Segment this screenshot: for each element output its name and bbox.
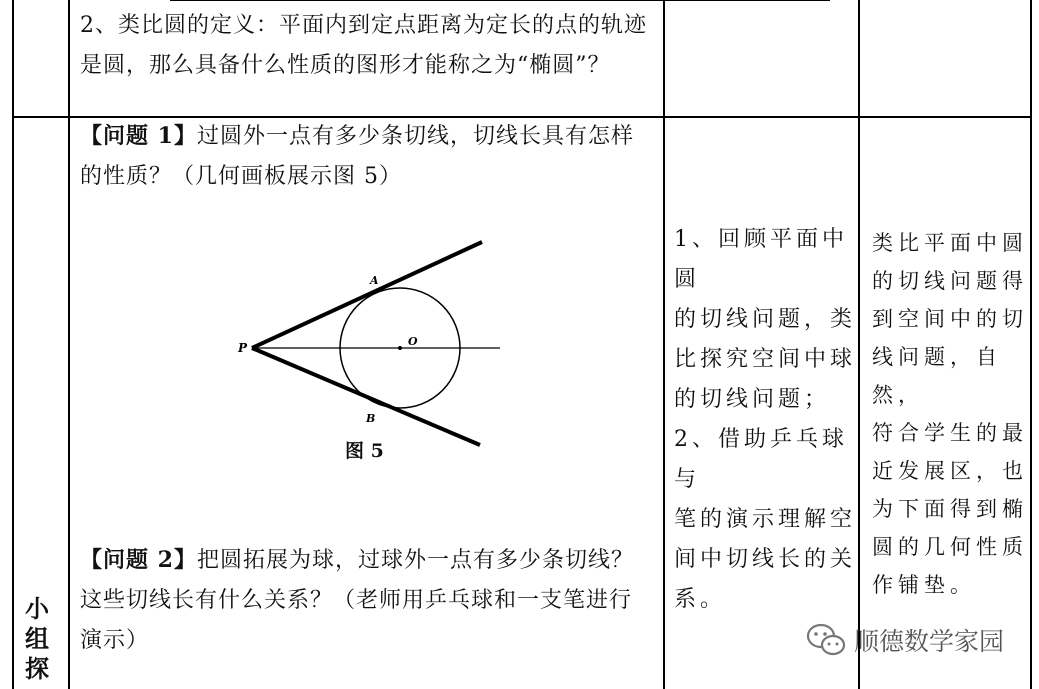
watermark xyxy=(806,622,1004,658)
activity-line: 笔的演示理解空 xyxy=(674,507,857,532)
label-b: B xyxy=(366,412,376,425)
intent-line: 的切线问题得 xyxy=(872,269,1028,293)
tangent-line-pa xyxy=(252,242,482,348)
table-col-divider xyxy=(1030,0,1032,689)
table-col-divider xyxy=(663,0,665,689)
definition-text xyxy=(80,6,660,86)
intent-line: 类比平面中圆 xyxy=(872,231,1028,255)
activity-line: 系。 xyxy=(674,587,727,612)
question-1 xyxy=(80,116,660,197)
student-activity xyxy=(674,220,856,620)
side-label-char: 组 xyxy=(25,624,49,653)
activity-line: 1、回顾平面中圆 xyxy=(674,227,848,292)
question-1-text: 过圆外一点有多少条切线，切线长具有怎样 xyxy=(196,124,634,149)
label-o: O xyxy=(408,335,418,348)
question-1-tag: 【问题 1】 xyxy=(80,123,197,149)
tangent-line-pb xyxy=(252,348,480,445)
question-2 xyxy=(80,540,660,661)
question-1-text: 的性质？（几何画板展示图 5） xyxy=(80,164,402,189)
activity-line: 间中切线长的关 xyxy=(674,547,857,572)
tangent-figure xyxy=(230,230,510,450)
definition-line: 是圆，那么具备什么性质的图形才能称之为“椭圆”？ xyxy=(80,53,611,78)
question-2-tag: 【问题 2】 xyxy=(80,547,197,573)
question-2-text: 这些切线长有什么关系？（老师用乒乓球和一支笔进行 xyxy=(80,588,633,613)
activity-line: 2、借助乒乓球与 xyxy=(674,427,848,492)
intent-line: 线问题，自然， xyxy=(872,345,1002,407)
table-top-border xyxy=(170,0,830,1)
intent-line: 近发展区，也 xyxy=(872,459,1028,483)
side-label-char: 探 xyxy=(25,654,49,683)
watermark-text: 顺德数学家园 xyxy=(854,627,1005,656)
intent-line: 作铺垫。 xyxy=(872,573,976,597)
question-2-text: 把圆拓展为球，过球外一点有多少条切线？ xyxy=(196,548,634,573)
intent-line: 为下面得到椭 xyxy=(872,497,1028,521)
wechat-icon xyxy=(806,622,846,658)
definition-line: 2、类比圆的定义：平面内到定点距离为定长的点的轨迹 xyxy=(80,13,647,38)
activity-line: 的切线问题，类 xyxy=(674,307,857,332)
side-label xyxy=(24,594,50,684)
activity-line: 比探究空间中球 xyxy=(674,347,857,372)
intent-line: 到空间中的切 xyxy=(872,307,1028,331)
intent-line: 圆的几何性质 xyxy=(872,535,1028,559)
table-col-divider xyxy=(68,0,70,689)
table-col-divider xyxy=(12,0,14,689)
activity-line: 的切线问题； xyxy=(674,387,831,412)
design-intent xyxy=(872,224,1028,604)
label-p: P xyxy=(238,341,248,355)
side-label-char: 小 xyxy=(25,594,49,623)
label-a: A xyxy=(370,274,379,287)
table-col-divider xyxy=(858,0,860,689)
figure-caption: 图 5 xyxy=(345,440,384,462)
intent-line: 符合学生的最 xyxy=(872,421,1028,445)
center-point-o xyxy=(398,346,402,350)
question-2-text: 演示） xyxy=(80,628,150,653)
side-label-char xyxy=(24,594,50,684)
